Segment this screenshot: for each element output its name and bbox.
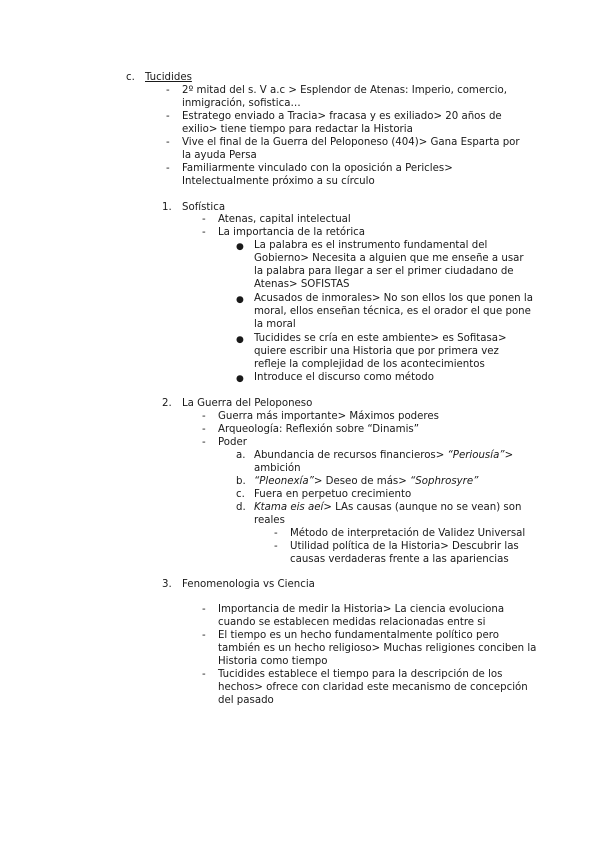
bullet-line: Gobierno> Necesita a alguien que me enseñe a usar xyxy=(254,253,524,264)
sub-marker: a. xyxy=(236,450,246,461)
list-item-line: Intelectualmente próximo a su círculo xyxy=(182,176,375,187)
bullet-line: moral, ellos enseñan técnica, es el orador el que pone xyxy=(254,306,531,317)
sub-text: > LAs causas (aunque no se vean) son xyxy=(323,502,522,513)
section-title: Tucidides xyxy=(145,72,192,83)
list-item-line: Tucidides establece el tiempo para la descripción de los xyxy=(218,669,503,680)
bullet-line: quiere escribir una Historia que por primera vez xyxy=(254,346,499,357)
list-item-line: inmigración, sofistica… xyxy=(182,98,301,109)
sub-marker: d. xyxy=(236,502,246,513)
list-item: Poder xyxy=(218,437,247,448)
list-marker: - xyxy=(274,528,278,539)
list-item-line: El tiempo es un hecho fundamentalmente político pero xyxy=(218,630,499,641)
list-item-line: exilio> tiene tiempo para redactar la Historia xyxy=(182,124,413,135)
list-marker: - xyxy=(166,111,170,122)
sub-item-d-line2: reales xyxy=(254,515,285,526)
bullet-icon: ● xyxy=(236,374,244,384)
heading-fenomenologia: Fenomenologia vs Ciencia xyxy=(182,579,315,590)
sub-item-b xyxy=(254,476,478,489)
list-item: La importancia de la retórica xyxy=(218,227,366,238)
sub-term: Ktama eis aeí xyxy=(254,502,324,513)
sub-term: “Sophrosyre” xyxy=(410,476,479,487)
list-item-line: cuando se establecen medidas relacionadas entre si xyxy=(218,617,486,628)
subsub-item: Utilidad política de la Historia> Descubrir las xyxy=(290,541,519,552)
bullet-line: la palabra para llegar a ser el primer ciudadano de xyxy=(254,266,514,277)
section-marker: c. xyxy=(126,72,135,83)
bullet-icon: ● xyxy=(236,335,244,345)
list-marker: - xyxy=(202,424,206,435)
list-marker: - xyxy=(166,85,170,96)
heading-marker: 2. xyxy=(162,398,172,409)
list-item-line: Vive el final de la Guerra del Peloponeso (404)> Gana Esparta por xyxy=(182,137,520,148)
subsub-item: causas verdaderas frente a las apariencias xyxy=(290,554,509,565)
bullet-line: Introduce el discurso como método xyxy=(254,372,434,383)
heading-sofistica: Sofística xyxy=(182,202,226,213)
list-marker: - xyxy=(202,437,206,448)
list-item: Atenas, capital intelectual xyxy=(218,214,351,225)
list-item-line: también es un hecho religioso> Muchas religiones conciben la xyxy=(218,643,537,654)
bullet-line: la moral xyxy=(254,319,296,330)
heading-marker: 3. xyxy=(162,579,172,590)
bullet-line: refleje la complejidad de los acontecimientos xyxy=(254,359,485,370)
list-marker: - xyxy=(202,227,206,238)
sub-item-a-line2: ambición xyxy=(254,463,301,474)
list-item-line: 2º mitad del s. V a.c > Esplendor de Atenas: Imperio, comercio, xyxy=(182,85,507,96)
bullet-icon: ● xyxy=(236,295,244,305)
bullet-line: Acusados de inmorales> No son ellos los que ponen la xyxy=(254,293,533,304)
sub-item-a xyxy=(254,450,513,463)
list-marker: - xyxy=(166,163,170,174)
bullet-icon: ● xyxy=(236,242,244,252)
bullet-line: Tucidides se cría en este ambiente> es Sofitasa> xyxy=(254,333,507,344)
list-marker: - xyxy=(202,214,206,225)
list-marker: - xyxy=(202,669,206,680)
list-marker: - xyxy=(202,411,206,422)
sub-term: “Periousía” xyxy=(447,450,505,461)
list-item-line: hechos> ofrece con claridad este mecanismo de concepción xyxy=(218,682,528,693)
list-item-line: Estratego enviado a Tracia> fracasa y es exiliado> 20 años de xyxy=(182,111,502,122)
list-item-line: Familiarmente vinculado con la oposición a Pericles> xyxy=(182,163,453,174)
list-marker: - xyxy=(166,137,170,148)
sub-text: Abundancia de recursos financieros> xyxy=(254,450,448,461)
sub-text: > xyxy=(504,450,514,461)
bullet-line: Atenas> SOFISTAS xyxy=(254,279,350,290)
bullet-line: La palabra es el instrumento fundamental del xyxy=(254,240,488,251)
list-item: Guerra más importante> Máximos poderes xyxy=(218,411,439,422)
list-marker: - xyxy=(274,541,278,552)
sub-text: > Deseo de más> xyxy=(313,476,411,487)
sub-marker: c. xyxy=(236,489,245,500)
subsub-item: Método de interpretación de Validez Universal xyxy=(290,528,526,539)
sub-marker: b. xyxy=(236,476,246,487)
list-item-line: la ayuda Persa xyxy=(182,150,257,161)
list-marker: - xyxy=(202,630,206,641)
heading-marker: 1. xyxy=(162,202,172,213)
list-marker: - xyxy=(202,604,206,615)
sub-item-c: Fuera en perpetuo crecimiento xyxy=(254,489,412,500)
list-item-line: Importancia de medir la Historia> La ciencia evoluciona xyxy=(218,604,505,615)
list-item-line: del pasado xyxy=(218,695,274,706)
list-item: Arqueología: Reflexión sobre “Dinamis” xyxy=(218,424,420,435)
list-item-line: Historia como tiempo xyxy=(218,656,328,667)
sub-item-d xyxy=(254,502,521,515)
heading-guerra: La Guerra del Peloponeso xyxy=(182,398,313,409)
sub-term: “Pleonexía” xyxy=(254,476,314,487)
